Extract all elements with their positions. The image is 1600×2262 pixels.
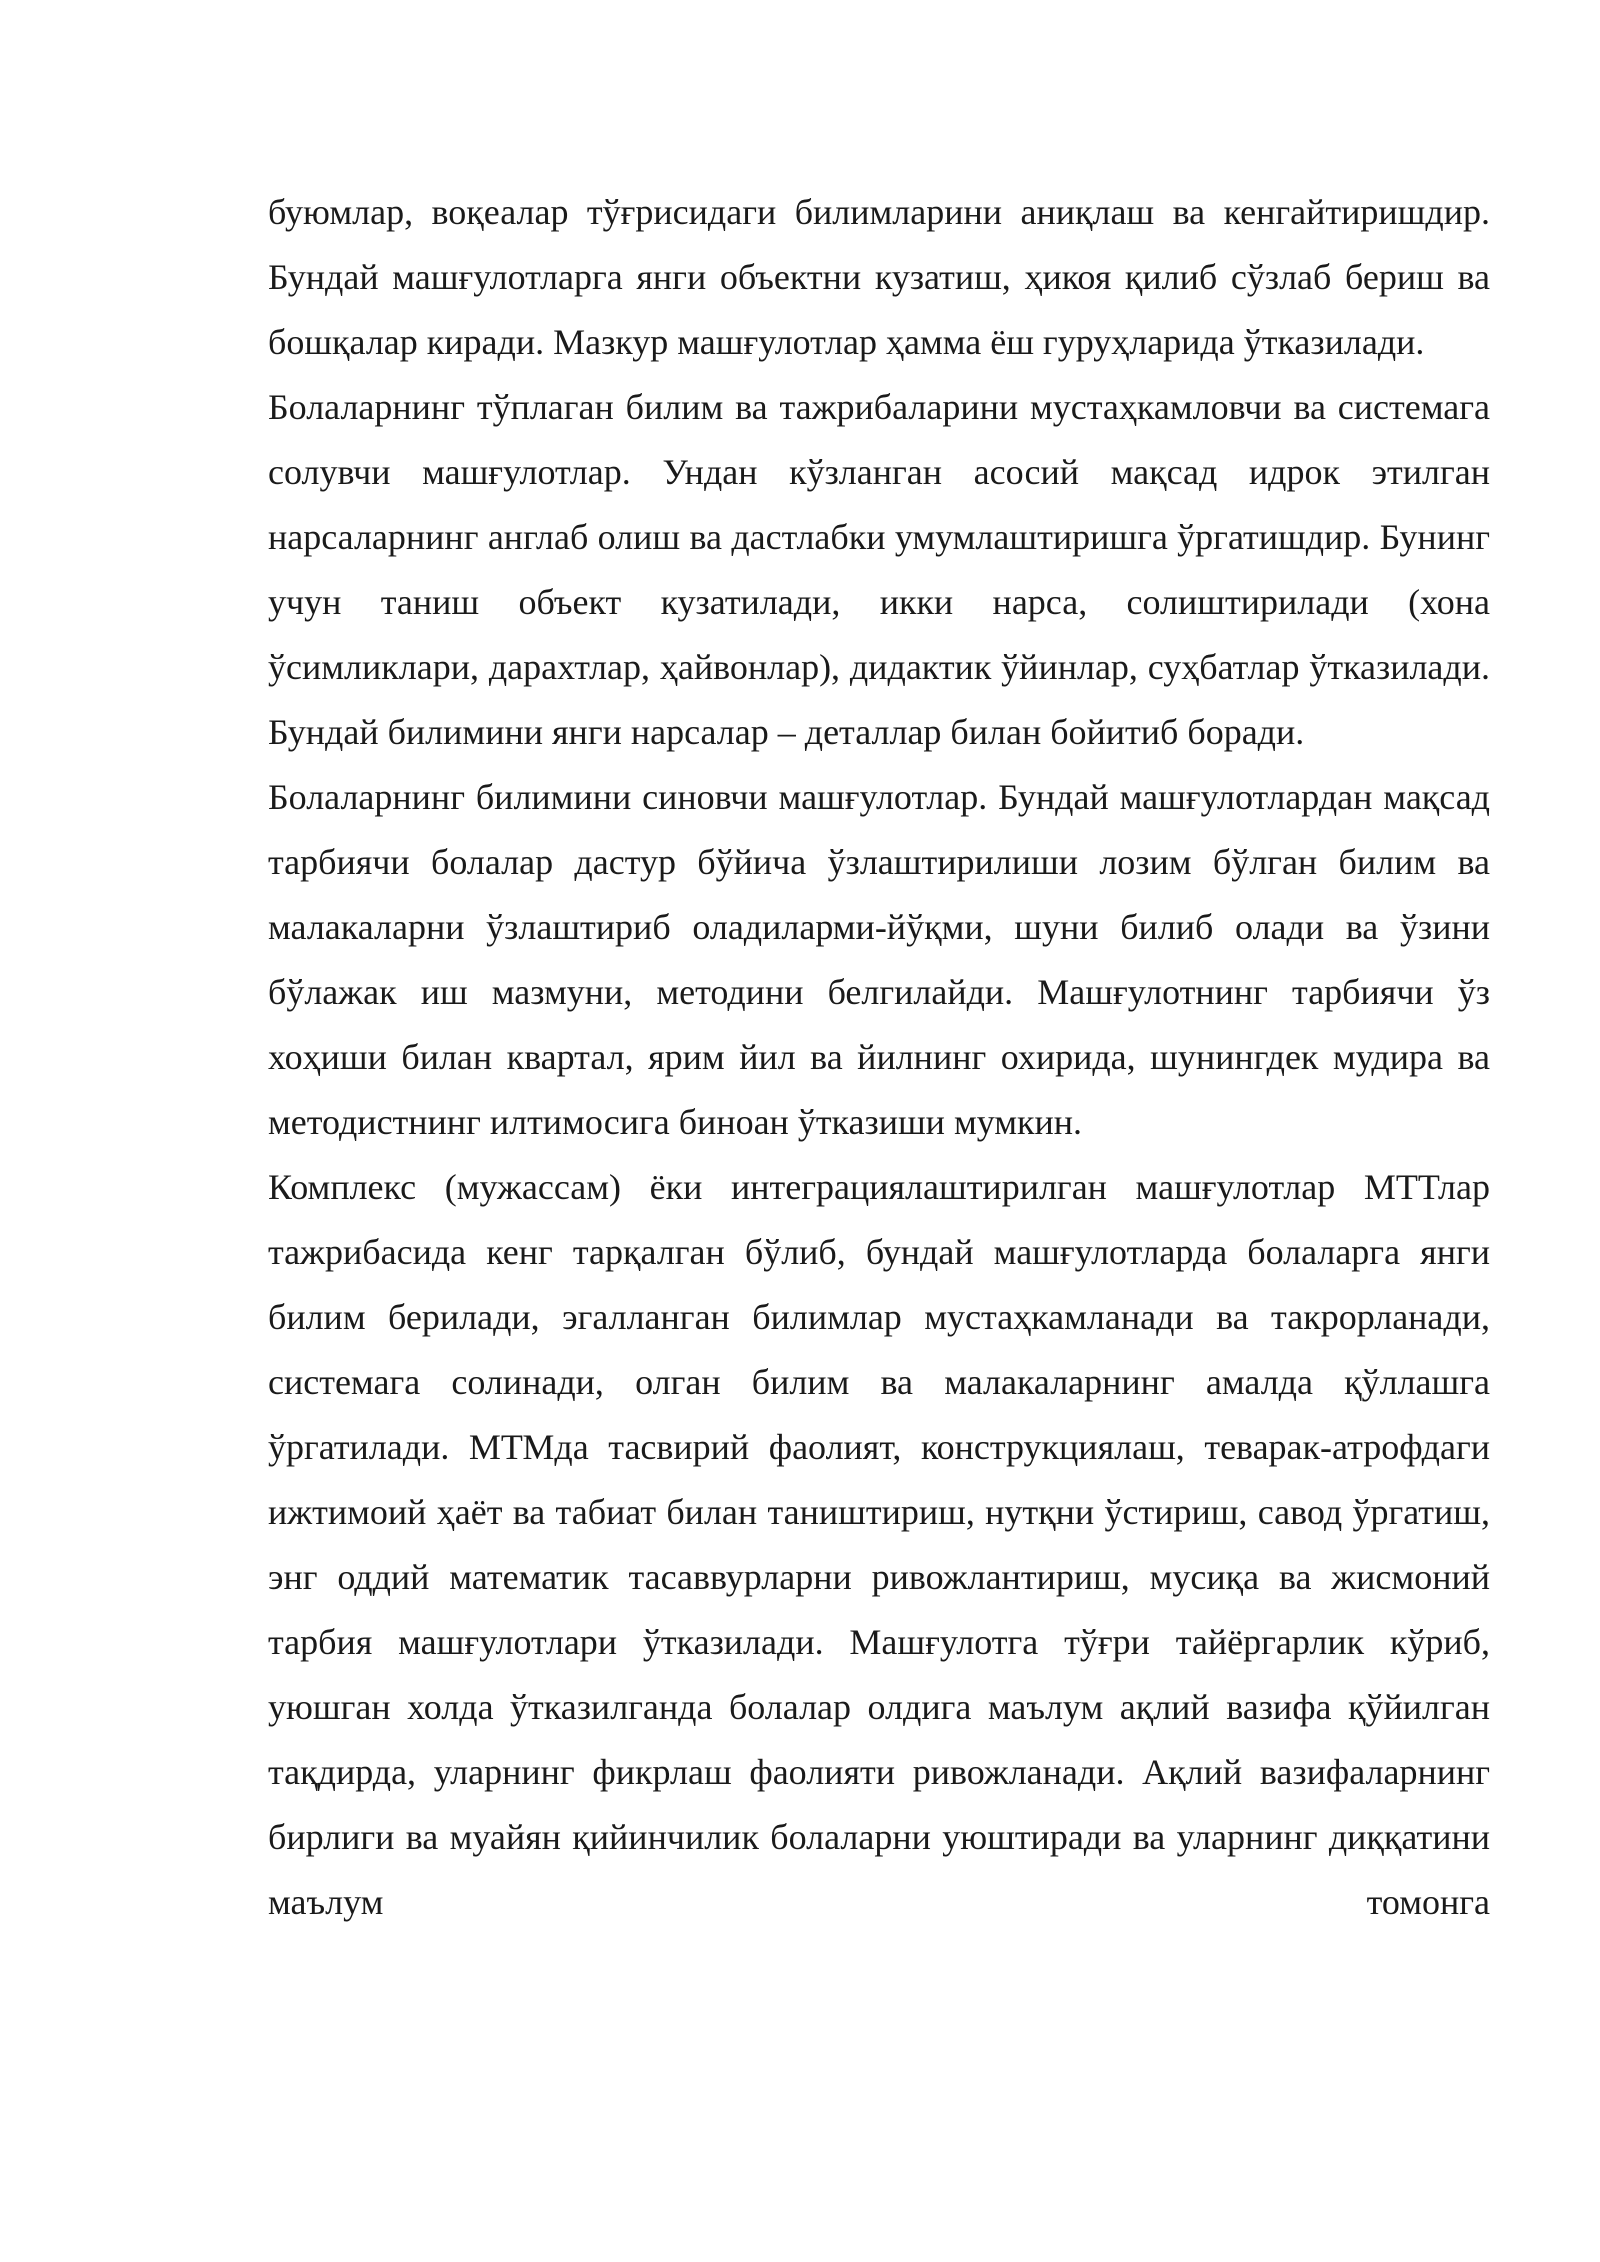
paragraph-1: буюмлар, воқеалар тўғрисидаги билимларини аниқлаш ва кенгайтиришдир. Бундай машғулотларга янги объектни кузатиш, ҳикоя қилиб сўзлаб бериш ва бошқалар киради. Мазкур машғулотлар ҳамма ёш гуруҳларида ўтказилади. (268, 192, 1490, 362)
paragraph-2: Болаларнинг тўплаган билим ва тажрибаларини мустаҳкамловчи ва системага солувчи машғулотлар. Ундан кўзланган асосий мақсад идрок этилган нарсаларнинг англаб олиш ва дастлабки умумлаштиришга ўргатишдир. Бунинг учун таниш объект кузатилади, икки нарса, солиштирилади (хона ўсимликлари, дарахтлар, ҳайвонлар), дидактик ўйинлар, суҳбатлар ўтказилади. Бундай билимини янги нарсалар – деталлар билан бойитиб боради. (268, 387, 1490, 752)
paragraph-4: Комплекс (мужассам) ёки интеграциялаштирилган машғулотлар МТТлар тажрибасида кенг тарқалган бўлиб, бундай машғулотларда болаларга янги билим берилади, эгалланган билимлар мустаҳкамланади ва такрорланади, системага солинади, олган билим ва малакаларнинг амалда қўллашга ўргатилади. МТМда тасвирий фаолият, конструкциялаш, теварак-атрофдаги ижтимоий ҳаёт ва табиат билан таништириш, нутқни ўстириш, савод ўргатиш, энг оддий математик тасаввурларни ривожлантириш, мусиқа ва жисмоний тарбия машғулотлари ўтказилади. Машғулотга тўғри тайёргарлик кўриб, уюшган холда ўтказилганда болалар олдига маълум ақлий вазифа қўйилган тақдирда, уларнинг фикрлаш фаолияти ривожланади. Ақлий вазифаларнинг бирлиги ва муайян қийинчилик болаларни уюштиради ва уларнинг диққатини маълум томонга (268, 1167, 1490, 1922)
paragraph-3: Болаларнинг билимини синовчи машғулотлар. Бундай машғулотлардан мақсад тарбиячи болалар дастур бўйича ўзлаштирилиши лозим бўлган билим ва малакаларни ўзлаштириб оладиларми-йўқми, шуни билиб олади ва ўзини бўлажак иш мазмуни, методини белгилайди. Машғулотнинг тарбиячи ўз хоҳиши билан квартал, ярим йил ва йилнинг охирида, шунингдек мудира ва методистнинг илтимосига биноан ўтказиши мумкин. (268, 777, 1490, 1142)
document-page (268, 180, 1490, 1935)
